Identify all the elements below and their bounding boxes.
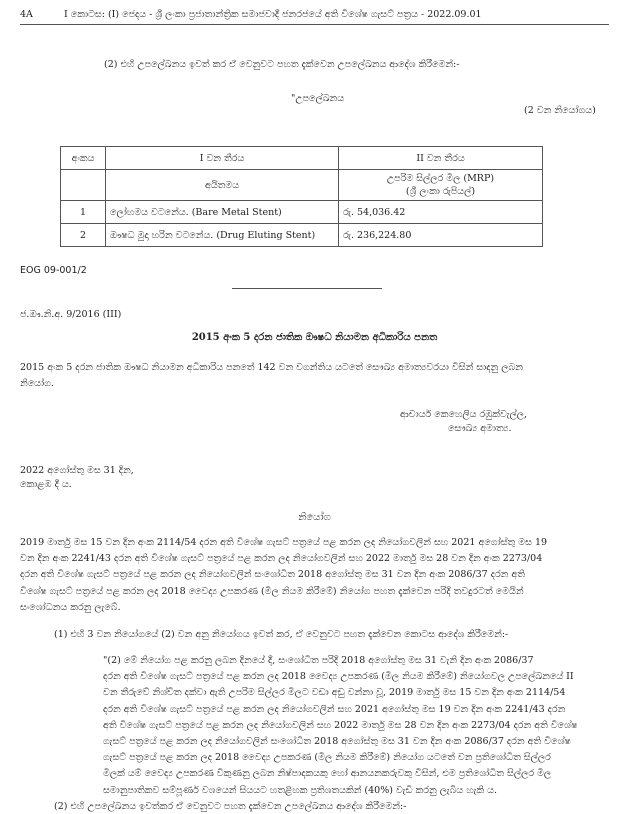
- signatory-name: ආචාර්ය කෙහෙලිය රඹුක්වැල්ල,: [400, 409, 528, 420]
- quote-line: අති විශේෂ ගැසට් පත්‍රයේ පළ කරන ලද නියෝගවලින් සහ 2022 මාර්තු මස 28 වන දින අංක 2273/04 දරන අති විශේෂ: [103, 719, 578, 731]
- quote-line: දරන අති විශේෂ ගැසට් පත්‍රයේ පළ කරන ලද 2018 වෛද්‍ය උපකරණ (මිල නියම කිරීමේ) නියෝගවල උපලේඛනයේ II: [103, 671, 574, 683]
- blank-cell: [61, 170, 106, 201]
- body-paragraph: [20, 535, 620, 616]
- intro-line: නියෝග.: [20, 378, 54, 390]
- schedule-table: [60, 146, 543, 247]
- schedule-heading: "උපලේඛනය: [291, 93, 345, 104]
- row-price: රු. 54,036.42: [339, 201, 543, 224]
- clause-1: (1) එහි 3 වන නියෝගයේ (2) වන අනු නියෝගය ඉවත් කර, ඒ වෙනුවට පහත දැක්වෙන කොටස ආදේශ කිරීමෙන්:-: [54, 629, 509, 640]
- document-code: EOG 09-001/2: [20, 265, 87, 276]
- body-line: දරන අති විශේෂ ගැසට් පත්‍රයේ පළ කරන ලද නියෝගවලින් සංශෝධිත 2018 අගෝස්තු මස 31 වන දින අංක 2086/37 දරන අති: [20, 569, 525, 581]
- col2-subtitle-mrp: උපරිම සිල්ලර මිල (MRP): [386, 173, 495, 184]
- row-number: 1: [61, 201, 106, 224]
- signatory-title: සෞඛ්‍ය අමාත්‍ය.: [448, 423, 512, 434]
- table-row: [61, 201, 543, 224]
- col2-subtitle-currency: (ශ්‍රී ලංකා රුපියල්): [405, 186, 476, 197]
- row-item: ලෝහමය වටනේය. (Bare Metal Stent): [106, 201, 339, 224]
- regulations-title: නියෝග: [298, 512, 331, 523]
- clause-2: (2) එහි උපලේඛනය ඉවත්කර ඒ වෙනුවට පහත දැක්වෙන උපලේඛනය ආදේශ කිරීමෙන්:-: [54, 801, 407, 812]
- quote-line: "(2) මේ නියෝග පළ කරනු ලබන දිනයේ දී, සංශෝධිත පරිදි 2018 අගෝස්තු මස 31 වැනි දින අංක 2086/37: [103, 655, 534, 666]
- intro-line: 2015 අංක 5 දරන ජාතික ඖෂධ නියාමන අධිකාරිය පනතේ 142 වන වගන්තිය යටතේ සෞඛ්‍ය අමාත්‍යවරයා විසින් සාදනු ලබන: [20, 362, 524, 373]
- body-line: 2019 මාර්තු මස 15 වන දින අංක 2114/54 දරන අති විශේෂ ගැසට් පත්‍රයේ පළ කරන ලද නියෝගවලින් සහ 2021 අගෝස්තු මස 19: [20, 537, 548, 548]
- body-line: සංශෝධනය කරනු ලැබේ.: [20, 601, 121, 613]
- quoted-subregulation: [103, 653, 613, 799]
- section-title: 2015 අංක 5 දරන ජාතික ඖෂධ නියාමන අධිකාරිය පනත: [191, 332, 438, 343]
- col-number-header: අංකය: [61, 147, 106, 170]
- quote-line: ගැසට් පත්‍රයේ පළ කරන ලද නියෝගවලින් සංශෝධිත 2018 අගෝස්තු මස 31 වන දින අංක 2086/37 දරන අති විශේෂ: [103, 736, 571, 748]
- row-number: 2: [61, 224, 106, 247]
- quote-line: ගැසට් පත්‍රයේ පළ කරන ලද 2018 වෛද්‍ය උපකරණ (මිල නියම කිරීමේ) නියෝග යටතේ වන ප්‍රතිශෝධිත සිල්ලර: [103, 752, 551, 764]
- col1-subtitle: අයිතමය: [106, 170, 339, 201]
- col2-subtitle: [339, 170, 543, 201]
- regulation-reference: (2 වන නියෝගය): [524, 105, 596, 116]
- intro-paragraph: [20, 360, 620, 392]
- issue-place: කොළඹ දී ය.: [20, 479, 72, 490]
- quote-line: වන තීරුවේ නිශ්චිත දක්වා ඇති උපරිම සිල්ලර මිලට වඩා අඩු වන්නා වූ, 2019 මාර්තු මස 15 වන දින අංක 2114/54: [103, 687, 566, 699]
- replace-schedule-line: (2) එහි උපලේඛනය ඉවත් කර ඒ වෙනුවට පහත දැක්වෙන උපලේඛනය ආදේශ කිරීමෙන්:-: [104, 59, 460, 70]
- col1-title: I වන තීරය: [106, 147, 339, 170]
- row-price: රු. 236,224.80: [339, 224, 543, 247]
- row-item: ඖෂධ මුදා හරින වටනේය. (Drug Eluting Stent): [106, 224, 339, 247]
- quote-line: මිලක් යම් වෛද්‍ය උපකරණ විකුණනු ලබන නිෂ්පාදකයකු හෝ ආනයනකරුවකු විසින්, එම ප්‍රතිශෝධිත සිල්ලර මිල: [103, 768, 552, 780]
- quote-line: සමානුපාතිකව සම්පූර්ණ වශයෙන් සියයට හතළිහක ප්‍රතිශතයකින් (40%) වැඩි කරනු ලැබිය හැකි ය.: [103, 784, 497, 796]
- body-line: වන දින අංක 2241/43 දරන අති විශේෂ ගැසට් පත්‍රයේ පළ කරන ලද නියෝගවලින් සහ 2022 මාර්තු මස 28 වන දින අංක 2273/04: [20, 553, 543, 565]
- header-rule: [20, 24, 609, 25]
- gazette-header-title: I කොටස: (I) ජෙදය - ශ්‍රී ලංකා ප්‍රජාතාන්ත්‍රික සමාජවාදී ජනරජයේ අති විශේෂ ගැසට් පත්‍රය - 2022.09.01: [64, 9, 482, 20]
- page-number: 4A: [20, 9, 33, 20]
- quote-line: දරන අති විශේෂ ගැසට් පත්‍රයේ පළ කරන ලද නියෝගවලින් සහ 2021 අගෝස්තු මස 19 වන දින අංක 2241/43 දරන: [103, 703, 566, 715]
- col2-title: II වන තීරය: [339, 147, 543, 170]
- body-line: විශේෂ ගැසට් පත්‍රයේ පළ කරන ලද 2018 වෛද්‍ය උපකරණ (මිල නියම කිරීමේ) නියෝග පහත දැක්වෙන පරිදි තවදුරටත් මෙයින්: [20, 585, 524, 597]
- reference-number: ජ.ඖ.නි.අ. 9/2016 (III): [20, 309, 122, 320]
- issue-date: 2022 අගෝස්තු මස 31 දින,: [20, 465, 134, 476]
- section-divider: [232, 288, 382, 289]
- table-row: [61, 224, 543, 247]
